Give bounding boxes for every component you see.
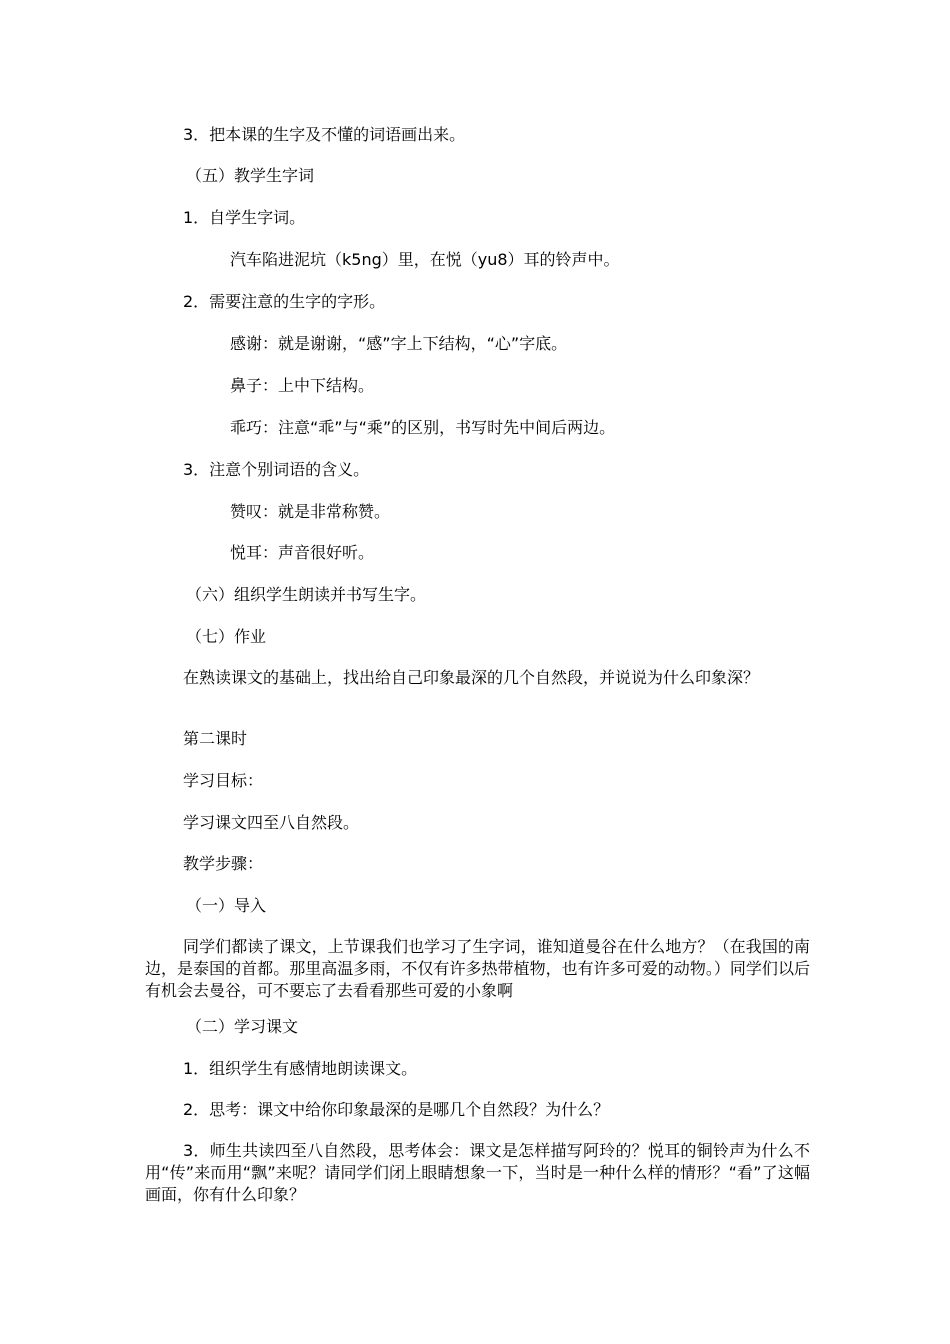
learning-goals-label: 学习目标： — [183, 771, 264, 790]
vocab-ganxie: 感谢：就是谢谢，“感”字上下结构，“心”字底。 — [230, 334, 568, 353]
learning-goals-text: 学习课文四至八自然段。 — [183, 813, 360, 832]
step-2-think: 2．思考：课文中给你印象最深的是哪几个自然段？为什么？ — [183, 1100, 610, 1119]
step-3-paragraph: 3．师生共读四至八自然段，思考体会：课文是怎样描写阿玲的？悦耳的铜铃声为什么不用“传”来而用“飘”来呢？请同学们闭上眼睛想象一下，当时是一种什么样的情形？“看”了这幅画面，你有什么印象？ — [145, 1141, 810, 1204]
vocab-zantan: 赞叹：就是非常称赞。 — [230, 502, 391, 521]
intro-paragraph: 同学们都读了课文，上节课我们也学习了生字词，谁知道曼谷在什么地方？（在我国的南边，是泰国的首都。那里高温多雨，不仅有许多热带植物，也有许多可爱的动物。）同学们以后有机会去曼谷，可不要忘了去看看那些可爱的小象啊 — [145, 937, 810, 1000]
vocab-example: 汽车陷进泥坑（k5ng）里，在悦（yu8）耳的铃声中。 — [230, 250, 620, 269]
step-3-meanings: 3．注意个别词语的含义。 — [183, 460, 370, 479]
step-1-self-study: 1．自学生字词。 — [183, 208, 306, 227]
teaching-steps-label: 教学步骤： — [183, 854, 264, 873]
vocab-yueer: 悦耳：声音很好听。 — [230, 543, 375, 562]
section-6-heading: （六）组织学生朗读并书写生字。 — [186, 585, 427, 604]
lesson-2-title: 第二课时 — [183, 729, 248, 748]
homework-paragraph: 在熟读课文的基础上，找出给自己印象最深的几个自然段，并说说为什么印象深？ — [183, 668, 760, 687]
step-3-mark-words: 3．把本课的生字及不懂的词语画出来。 — [183, 125, 466, 144]
section-2-heading: （二）学习课文 — [186, 1017, 299, 1036]
section-7-heading: （七）作业 — [186, 627, 267, 646]
step-1-read-aloud: 1．组织学生有感情地朗读课文。 — [183, 1059, 418, 1078]
step-2-glyph-form: 2．需要注意的生字的字形。 — [183, 292, 386, 311]
section-1-heading: （一）导入 — [186, 896, 267, 915]
vocab-bizi: 鼻子：上中下结构。 — [230, 376, 375, 395]
vocab-guaiqiao: 乖巧：注意“乖”与“乘”的区别，书写时先中间后两边。 — [230, 418, 616, 437]
section-5-heading: （五）教学生字词 — [186, 166, 315, 185]
